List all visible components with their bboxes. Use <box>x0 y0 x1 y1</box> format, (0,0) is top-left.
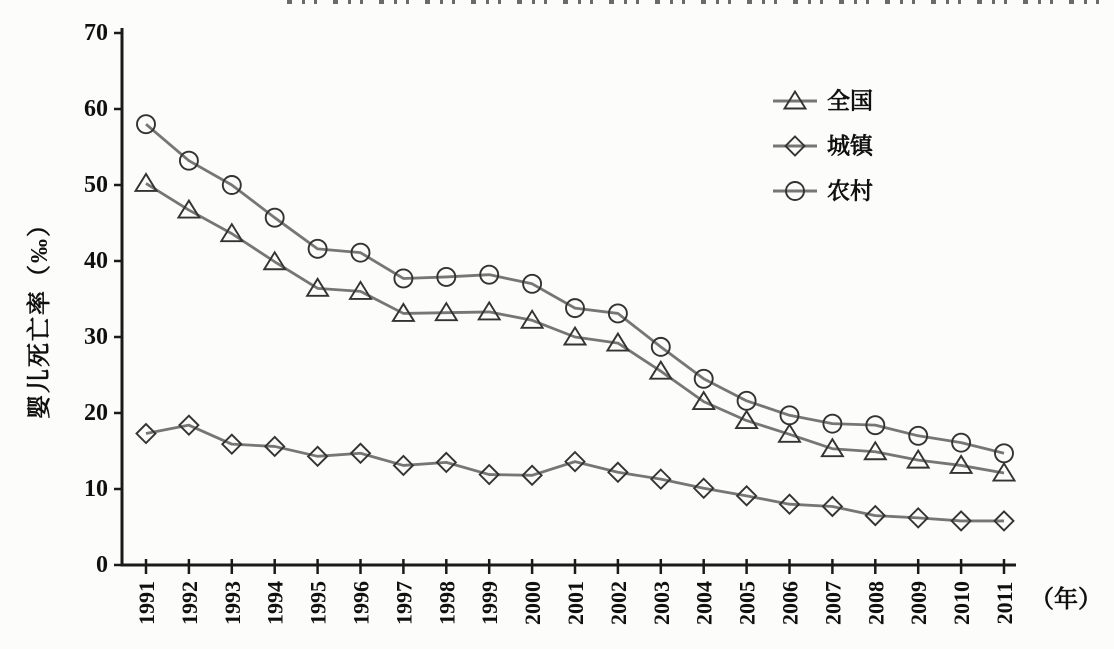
x-tick-label: 1999 <box>477 581 503 625</box>
x-tick-label: 2008 <box>863 581 889 625</box>
y-tick-label: 0 <box>96 552 108 578</box>
y-tick-label: 10 <box>84 476 108 502</box>
x-tick-label: 2007 <box>820 581 846 625</box>
y-tick-label: 40 <box>84 248 108 274</box>
x-tick-label: 1998 <box>434 581 460 625</box>
x-tick-label: 2011 <box>992 581 1017 625</box>
x-tick-label: 1993 <box>219 581 245 625</box>
x-tick-label: 1997 <box>391 581 417 625</box>
y-axis-title: 婴儿死亡率（‰） <box>27 211 53 419</box>
x-tick-label: 2000 <box>520 581 546 625</box>
y-tick-label: 60 <box>84 96 108 122</box>
x-tick-label: 1992 <box>176 581 202 625</box>
x-tick-label: 1991 <box>134 581 159 625</box>
y-tick-label: 50 <box>84 172 108 198</box>
x-tick-label: 2010 <box>949 581 975 625</box>
x-tick-label: 1995 <box>305 581 331 625</box>
x-tick-label: 2001 <box>563 581 588 625</box>
x-tick-label: 2002 <box>605 581 631 625</box>
legend-label-triangle: 全国 <box>827 88 873 114</box>
y-tick-label: 20 <box>84 400 108 426</box>
x-tick-label: 2006 <box>777 581 803 625</box>
x-tick-label: 2005 <box>734 581 760 625</box>
y-tick-label: 70 <box>84 20 108 46</box>
x-tick-label: 2003 <box>648 581 674 625</box>
series-line-circle <box>146 124 1004 453</box>
legend-label-circle: 农村 <box>827 178 873 204</box>
y-tick-label: 30 <box>84 324 108 350</box>
x-axis-unit-label: （年） <box>1030 587 1102 613</box>
legend-label-diamond: 城镇 <box>827 133 873 159</box>
x-tick-label: 2009 <box>906 581 932 625</box>
x-tick-label: 1996 <box>348 581 374 625</box>
x-tick-label: 1994 <box>262 581 288 625</box>
x-tick-label: 2004 <box>691 581 717 625</box>
